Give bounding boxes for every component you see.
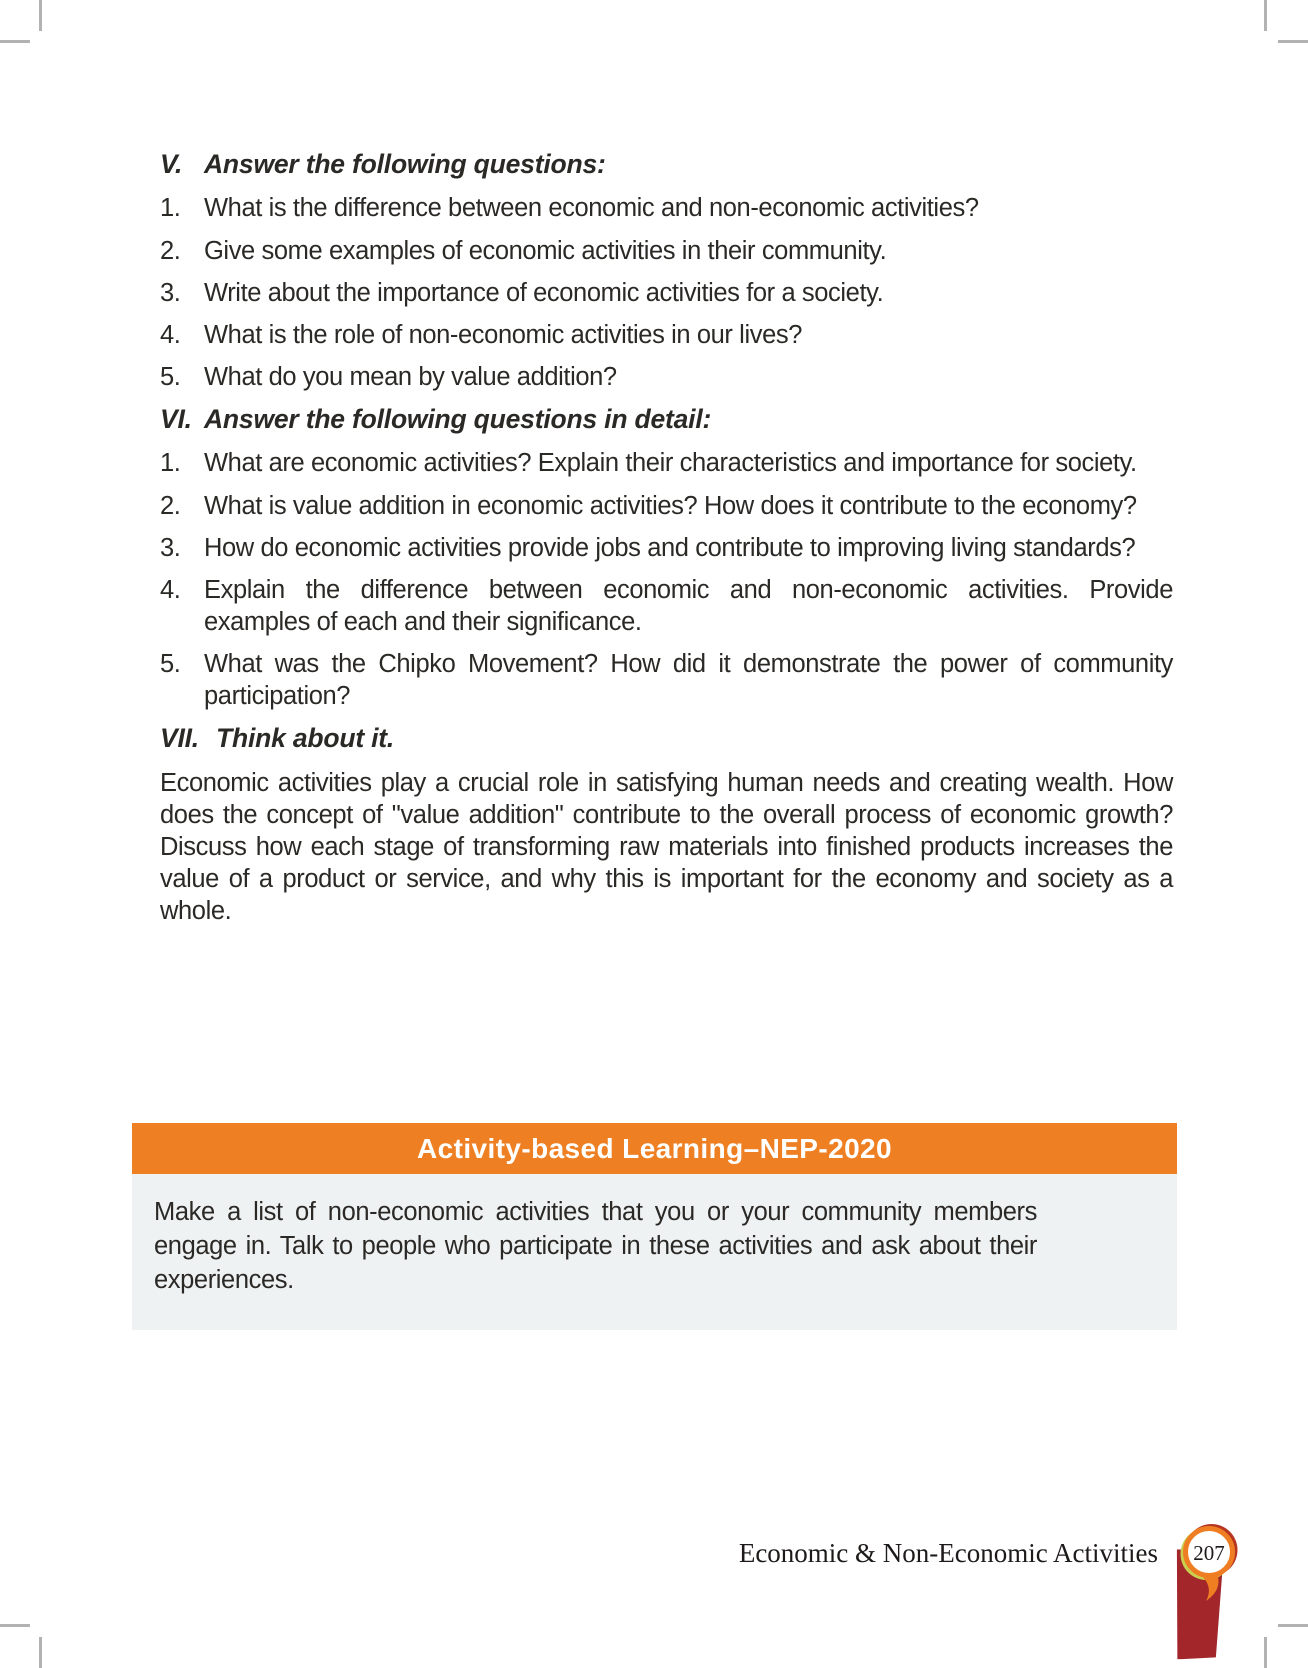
activity-box-body: Make a list of non-economic activities that you or your community members engage in. Talk to people who participate in these activities and ask about their experiences.	[132, 1174, 1177, 1330]
section-vi-heading	[160, 403, 1173, 436]
question-row	[160, 490, 1173, 522]
question-number: 5.	[160, 650, 181, 678]
activity-box-header: Activity-based Learning–NEP-2020	[132, 1123, 1177, 1174]
think-about-it-paragraph: Economic activities play a crucial role in satisfying human needs and creating wealth. How does the concept of "value addition" contribute to the overall process of economic growth? Discuss how each stage of transforming raw materials into finished products increases the value of a product or service, and why this is important for the economy and society as a whole.	[160, 768, 1173, 926]
question-number: 5.	[160, 362, 181, 391]
question-row	[160, 319, 1173, 351]
section-vi-heading-text: Answer the following questions in detail:	[204, 404, 712, 434]
crop-mark-top-right-vertical	[1264, 0, 1267, 31]
crop-mark-bottom-right-horizontal	[1278, 1624, 1308, 1627]
crop-mark-top-right-horizontal	[1278, 40, 1308, 43]
question-row	[160, 361, 1173, 393]
question-number: 2.	[160, 491, 181, 520]
question-number: 4.	[160, 575, 181, 604]
question-text: What are economic activities? Explain their characteristics and importance for society.	[204, 449, 1137, 478]
question-row	[160, 235, 1173, 267]
section-v-heading	[160, 148, 1173, 181]
footer-chapter-title: Economic & Non-Economic Activities	[738, 1538, 1158, 1568]
question-number: 4.	[160, 320, 181, 349]
question-number: 1.	[160, 194, 181, 223]
crop-mark-bottom-left-vertical	[39, 1637, 42, 1668]
section-v-heading-text: Answer the following questions:	[204, 149, 606, 179]
question-text: Give some examples of economic activities in their community.	[204, 236, 887, 265]
section-vi-numeral: VI.	[160, 404, 192, 434]
activity-box	[132, 1123, 1177, 1330]
question-text: What was the Chipko Movement? How did it demonstrate the power of community participation?	[204, 650, 1173, 711]
section-v-numeral: V.	[160, 149, 183, 179]
question-row	[160, 447, 1173, 479]
section-vii-heading-text: Think about it.	[216, 723, 395, 754]
question-number: 1.	[160, 449, 181, 478]
crop-mark-bottom-right-vertical	[1264, 1637, 1267, 1668]
section-vii-heading	[160, 722, 1173, 755]
question-number: 3.	[160, 278, 181, 307]
question-number: 3.	[160, 533, 181, 562]
question-text: What is the difference between economic and non-economic activities?	[204, 194, 979, 223]
question-text: What do you mean by value addition?	[204, 362, 617, 391]
section-vii-numeral: VII.	[160, 723, 199, 754]
question-row	[160, 648, 1173, 712]
question-row	[160, 532, 1173, 564]
question-text: How do economic activities provide jobs and contribute to improving living standards?	[204, 533, 1136, 562]
question-text: Explain the difference between economic and non-economic activities. Provide examples of each and their significance.	[204, 575, 1173, 636]
question-row	[160, 277, 1173, 309]
crop-mark-bottom-left-horizontal	[0, 1624, 30, 1627]
exercise-content	[160, 146, 1173, 927]
crop-mark-top-left-horizontal	[0, 40, 30, 43]
question-number: 2.	[160, 236, 181, 265]
page-number-badge	[1180, 1524, 1240, 1608]
page-number: 207	[1193, 1541, 1225, 1565]
question-row	[160, 574, 1173, 638]
question-row	[160, 192, 1173, 224]
question-text: What is value addition in economic activities? How does it contribute to the economy?	[204, 491, 1137, 520]
question-text: What is the role of non-economic activities in our lives?	[204, 320, 802, 349]
question-text: Write about the importance of economic activities for a society.	[204, 278, 884, 307]
crop-mark-top-left-vertical	[39, 0, 42, 31]
